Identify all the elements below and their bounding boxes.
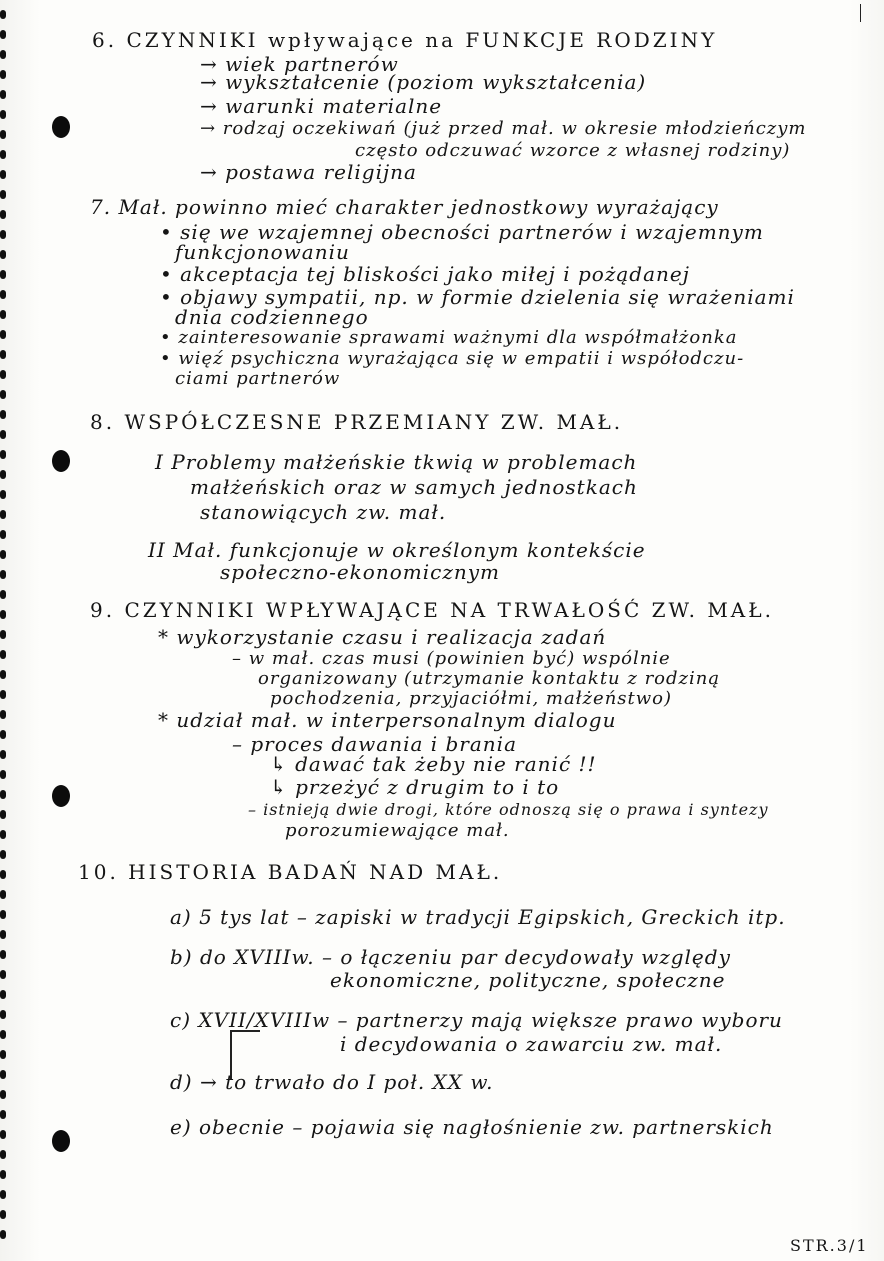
spiral-dot (0, 310, 6, 319)
spiral-dot (0, 970, 6, 979)
spiral-dot (0, 110, 6, 119)
spiral-dot (0, 450, 6, 459)
section-8-item: II Mał. funkcjonuje w określonym kontekście (148, 538, 646, 562)
spiral-dot (0, 530, 6, 539)
section-10-item: c) XVII/XVIIIw – partnerzy mają większe prawo wyboru (170, 1008, 783, 1032)
spiral-dot (0, 1170, 6, 1179)
spiral-dot (0, 710, 6, 719)
spiral-dot (0, 1150, 6, 1159)
spiral-dot (0, 1030, 6, 1039)
spiral-dot (0, 890, 6, 899)
section-10-item: i decydowania o zawarciu zw. mał. (340, 1032, 723, 1056)
spiral-dot (0, 170, 6, 179)
spiral-dot (0, 210, 6, 219)
spiral-dot (0, 1190, 6, 1199)
spiral-dot (0, 770, 6, 779)
section-8-item: społeczno-ekonomicznym (220, 560, 501, 584)
spiral-binding (0, 10, 10, 1260)
section-6-item: często odczuwać wzorce z własnej rodziny) (355, 140, 791, 161)
spiral-dot (0, 830, 6, 839)
page-number: STR.3/1 (790, 1236, 869, 1255)
spiral-dot (0, 790, 6, 799)
spiral-dot (0, 690, 6, 699)
section-8-item: I Problemy małżeńskie tkwią w problemach (155, 450, 638, 474)
punch-hole-3 (52, 785, 70, 807)
spiral-dot (0, 1110, 6, 1119)
spiral-dot (0, 950, 6, 959)
section-9-item: organizowany (utrzymanie kontaktu z rodziną (258, 668, 721, 689)
spiral-dot (0, 650, 6, 659)
section-9-item: – proces dawania i brania (232, 732, 517, 756)
section-10-item: e) obecnie – pojawia się nagłośnienie zw. partnerskich (170, 1115, 774, 1139)
spiral-dot (0, 550, 6, 559)
spiral-dot (0, 130, 6, 139)
spiral-dot (0, 1230, 6, 1239)
section-6-item: → wykształcenie (poziom wykształcenia) (200, 70, 647, 94)
spiral-dot (0, 1090, 6, 1099)
section-8-item: małżeńskich oraz w samych jednostkach (190, 475, 638, 499)
spiral-dot (0, 430, 6, 439)
spiral-dot (0, 270, 6, 279)
section-7-item: dnia codziennego (175, 305, 369, 329)
spiral-dot (0, 1050, 6, 1059)
spiral-dot (0, 50, 6, 59)
spiral-dot (0, 730, 6, 739)
spiral-dot (0, 630, 6, 639)
spiral-dot (0, 590, 6, 599)
section-9-heading: 9. CZYNNIKI WPŁYWAJĄCE NA TRWAŁOŚĆ ZW. MAŁ. (90, 598, 774, 622)
punch-hole-2 (52, 450, 70, 472)
spiral-dot (0, 230, 6, 239)
spiral-dot (0, 390, 6, 399)
section-9-item: – istnieją dwie drogi, które odnoszą się o prawa i syntezy (248, 800, 769, 819)
section-7-item: • więź psychiczna wyrażająca się w empatii i współodczu- (160, 348, 745, 369)
section-7-item: • się we wzajemnej obecności partnerów i wzajemnym (160, 220, 764, 244)
spiral-dot (0, 10, 6, 19)
spiral-dot (0, 70, 6, 79)
spiral-dot (0, 470, 6, 479)
section-9-item: ↳ przeżyć z drugim to i to (270, 775, 560, 799)
section-9-item: * udział mał. w interpersonalnym dialogu (158, 708, 617, 732)
section-7-heading: 7. Mał. powinno mieć charakter jednostkowy wyrażający (90, 195, 719, 219)
section-6-item: → rodzaj oczekiwań (już przed mał. w okresie młodzieńczym (200, 118, 807, 139)
spiral-dot (0, 490, 6, 499)
spiral-dot (0, 670, 6, 679)
section-7-item: ciami partnerów (175, 368, 341, 389)
spiral-dot (0, 290, 6, 299)
section-6-item: → postawa religijna (200, 160, 417, 184)
section-10-item: ekonomiczne, polityczne, społeczne (330, 968, 726, 992)
section-7-item: • objawy sympatii, np. w formie dzielenia się wrażeniami (160, 285, 795, 309)
section-10-item: d) → to trwało do I poł. XX w. (170, 1070, 494, 1094)
spiral-dot (0, 350, 6, 359)
corner-mark (860, 4, 861, 22)
spiral-dot (0, 570, 6, 579)
spiral-dot (0, 30, 6, 39)
section-9-item: * wykorzystanie czasu i realizacja zadań (158, 625, 607, 649)
punch-hole-4 (52, 1130, 70, 1152)
section-9-item: porozumiewające mał. (285, 820, 510, 841)
spiral-dot (0, 330, 6, 339)
spiral-dot (0, 610, 6, 619)
spiral-dot (0, 410, 6, 419)
section-7-item: • akceptacja tej bliskości jako miłej i pożądanej (160, 262, 690, 286)
section-10-item: b) do XVIIIw. – o łączeniu par decydowały względy (170, 945, 731, 969)
spiral-dot (0, 150, 6, 159)
spiral-dot (0, 90, 6, 99)
section-7-item: funkcjonowaniu (175, 240, 350, 264)
section-6-heading: 6. CZYNNIKI wpływające na FUNKCJE RODZINY (92, 28, 718, 52)
section-8-item: stanowiących zw. mał. (200, 500, 447, 524)
punch-hole-1 (52, 116, 70, 138)
section-9-item: – w mał. czas musi (powinien być) wspólnie (232, 648, 671, 669)
spiral-dot (0, 910, 6, 919)
spiral-dot (0, 250, 6, 259)
section-6-item: → warunki materialne (200, 94, 443, 118)
spiral-dot (0, 810, 6, 819)
section-6-item: → wiek partnerów (200, 52, 399, 76)
section-8-heading: 8. WSPÓŁCZESNE PRZEMIANY ZW. MAŁ. (90, 410, 624, 434)
spiral-dot (0, 1210, 6, 1219)
spiral-dot (0, 750, 6, 759)
spiral-dot (0, 870, 6, 879)
spiral-dot (0, 1130, 6, 1139)
spiral-dot (0, 510, 6, 519)
section-7-item: • zainteresowanie sprawami ważnymi dla współmałżonka (160, 327, 738, 348)
spiral-dot (0, 1010, 6, 1019)
spiral-dot (0, 930, 6, 939)
spiral-dot (0, 850, 6, 859)
spiral-dot (0, 190, 6, 199)
section-10-heading: 10. HISTORIA BADAŃ NAD MAŁ. (78, 860, 503, 884)
spiral-dot (0, 990, 6, 999)
section-9-item: ↳ dawać tak żeby nie ranić !! (270, 752, 597, 776)
section-10-item: a) 5 tys lat – zapiski w tradycji Egipskich, Greckich itp. (170, 905, 786, 929)
section-9-item: pochodzenia, przyjaciółmi, małżeństwo) (270, 688, 673, 709)
spiral-dot (0, 370, 6, 379)
spiral-dot (0, 1070, 6, 1079)
